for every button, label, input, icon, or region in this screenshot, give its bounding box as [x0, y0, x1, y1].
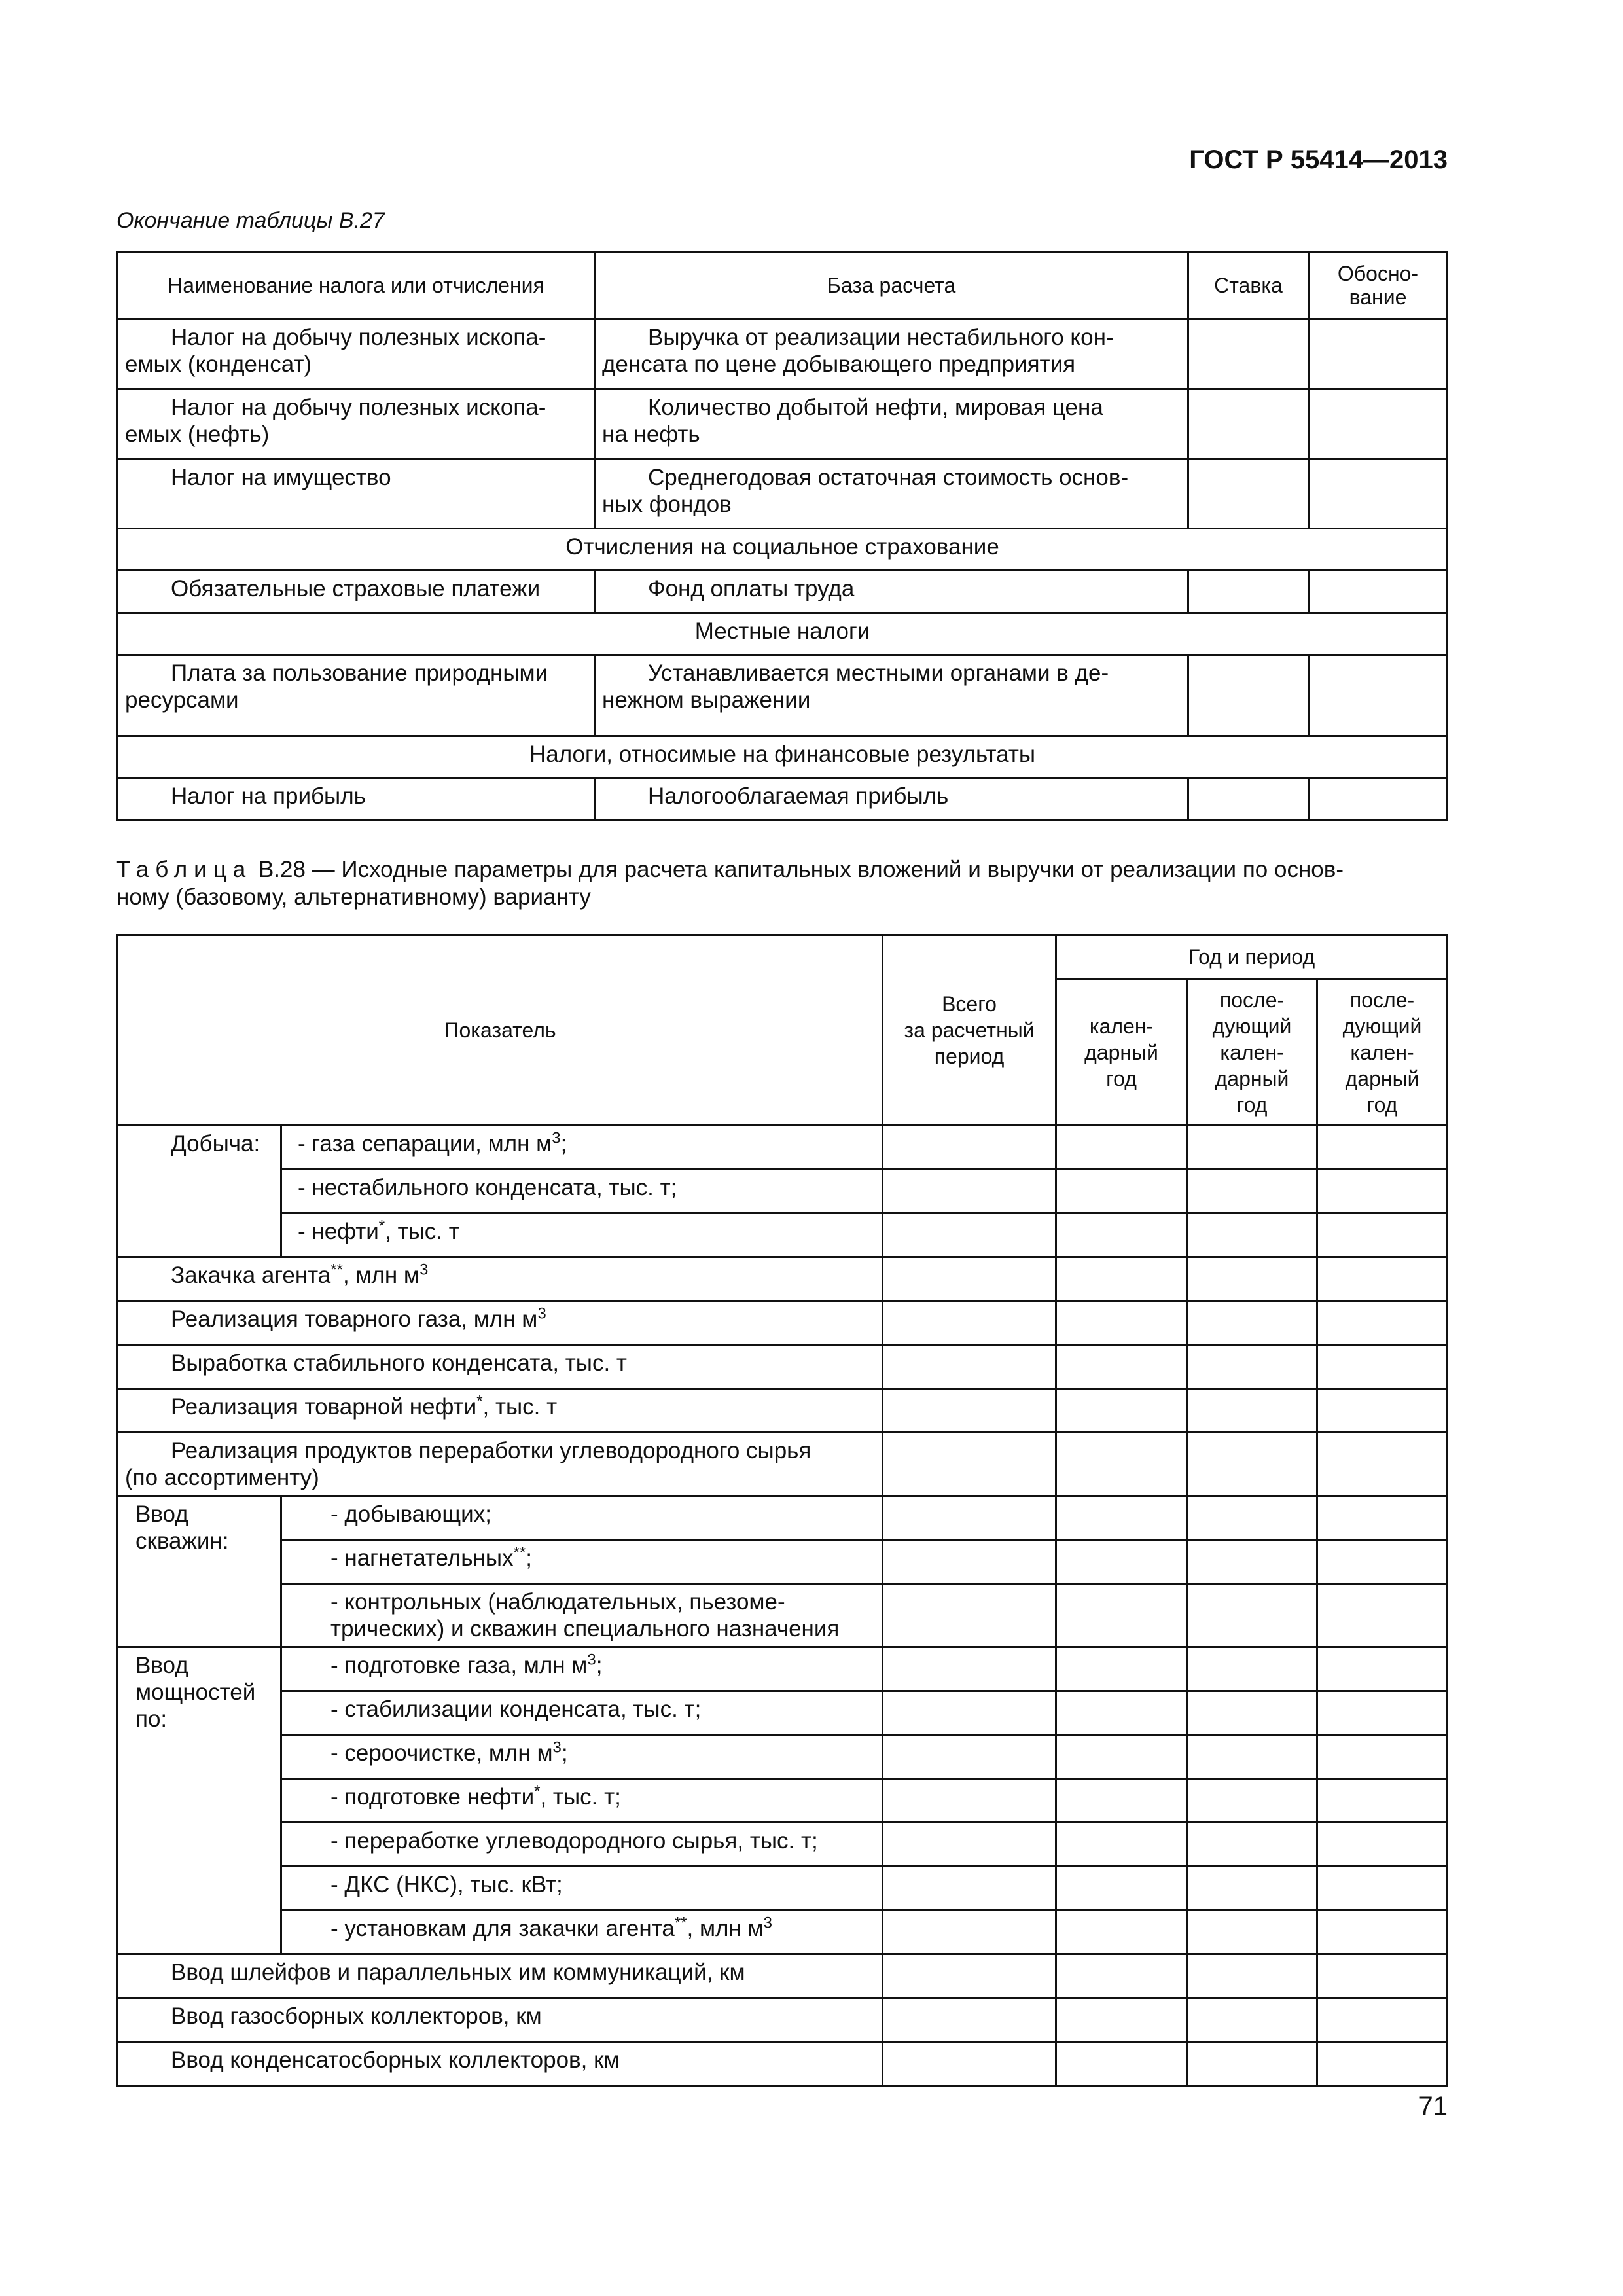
- empty-cell: [1056, 1691, 1187, 1735]
- text: - газа сепарации, млн м: [298, 1131, 552, 1157]
- section-heading: Налоги, относимые на финансовые результаты: [118, 736, 1448, 778]
- empty-cell: [1056, 1823, 1187, 1867]
- sup: **: [513, 1543, 526, 1562]
- empty-cell: [1309, 319, 1448, 389]
- empty-cell: [883, 1496, 1056, 1540]
- empty-cell: [1056, 1735, 1187, 1779]
- empty-cell: [1188, 571, 1309, 613]
- empty-cell: [1317, 1257, 1448, 1301]
- empty-cell: [883, 1823, 1056, 1867]
- row-label: - ДКС (НКС), тыс. кВт;: [281, 1867, 883, 1910]
- header-justification: Обосно- вание: [1309, 252, 1448, 319]
- empty-cell: [1056, 1779, 1187, 1823]
- sup: 3: [763, 1914, 772, 1932]
- row-label: [118, 1301, 883, 1345]
- tax-base: Выручка от реализации нестабильного кон- денсата по цене добывающего предприятия: [595, 319, 1188, 389]
- empty-cell: [1188, 319, 1309, 389]
- text: , млн м: [687, 1916, 764, 1941]
- empty-cell: [883, 1584, 1056, 1647]
- row-group-label: Добыча:: [118, 1126, 281, 1257]
- table-caption: [116, 856, 1446, 911]
- tax-base: Устанавливается местными органами в де- нежном выражении: [595, 655, 1188, 736]
- empty-cell: [1056, 1540, 1187, 1584]
- empty-cell: [1317, 1345, 1448, 1389]
- row-group-label: [118, 1496, 281, 1647]
- empty-cell: [1188, 778, 1309, 821]
- empty-cell: [1187, 1301, 1317, 1345]
- header-rate: Ставка: [1188, 252, 1309, 319]
- row-label: [281, 1540, 883, 1584]
- empty-cell: [1317, 1954, 1448, 1998]
- header-calendar-year: кален- дарный год: [1056, 979, 1187, 1126]
- empty-cell: [1187, 1779, 1317, 1823]
- empty-cell: [1187, 1257, 1317, 1301]
- empty-cell: [1317, 1735, 1448, 1779]
- empty-cell: [1056, 1345, 1187, 1389]
- empty-cell: [1317, 1998, 1448, 2042]
- empty-cell: [1056, 1170, 1187, 1213]
- empty-cell: [1187, 1584, 1317, 1647]
- empty-cell: [883, 1389, 1056, 1433]
- empty-cell: [1187, 1867, 1317, 1910]
- row-label: - стабилизации конденсата, тыс. т;: [281, 1691, 883, 1735]
- empty-cell: [1187, 1389, 1317, 1433]
- row-label: Ввод конденсатосборных коллекторов, км: [118, 2042, 883, 2086]
- empty-cell: [1056, 1910, 1187, 1954]
- empty-cell: [883, 1910, 1056, 1954]
- row-label: [281, 1126, 883, 1170]
- sup: *: [476, 1392, 483, 1410]
- row-label: [281, 1779, 883, 1823]
- empty-cell: [1056, 1433, 1187, 1496]
- empty-cell: [1056, 1389, 1187, 1433]
- empty-cell: [883, 2042, 1056, 2086]
- sup: **: [674, 1914, 687, 1932]
- sup: 3: [587, 1651, 596, 1669]
- empty-cell: [1056, 1867, 1187, 1910]
- sup: 3: [537, 1304, 546, 1323]
- tax-name: Налог на имущество: [118, 459, 595, 529]
- row-label: [281, 1647, 883, 1691]
- empty-cell: [1056, 1496, 1187, 1540]
- sup: 3: [552, 1129, 561, 1147]
- row-label: Реализация продуктов переработки углеводородного сырья (по ассортименту): [118, 1433, 883, 1496]
- empty-cell: [1187, 1823, 1317, 1867]
- empty-cell: [1317, 1867, 1448, 1910]
- empty-cell: [883, 1867, 1056, 1910]
- header-year-period: Год и период: [1056, 935, 1448, 979]
- empty-cell: [1187, 1170, 1317, 1213]
- tax-name: Обязательные страховые платежи: [118, 571, 595, 613]
- empty-cell: [1317, 1170, 1448, 1213]
- empty-cell: [1187, 1691, 1317, 1735]
- empty-cell: [1317, 1213, 1448, 1257]
- empty-cell: [883, 1998, 1056, 2042]
- row-label: Выработка стабильного конденсата, тыс. т: [118, 1345, 883, 1389]
- tax-base: Количество добытой нефти, мировая цена на нефть: [595, 389, 1188, 459]
- sup: 3: [419, 1261, 429, 1279]
- text: ;: [526, 1545, 532, 1571]
- row-label: [281, 1735, 883, 1779]
- empty-cell: [883, 1126, 1056, 1170]
- text: ;: [561, 1740, 568, 1766]
- tax-table: [116, 251, 1448, 821]
- empty-cell: [1317, 1540, 1448, 1584]
- empty-cell: [1309, 389, 1448, 459]
- empty-cell: [1056, 1954, 1187, 1998]
- empty-cell: [1056, 1126, 1187, 1170]
- section-heading: Местные налоги: [118, 613, 1448, 655]
- empty-cell: [1056, 1647, 1187, 1691]
- text: , тыс. т: [482, 1394, 558, 1420]
- sup: 3: [552, 1738, 562, 1757]
- text: Реализация товарного газа, млн м: [171, 1306, 538, 1332]
- empty-cell: [1317, 1389, 1448, 1433]
- header-base: База расчета: [595, 252, 1188, 319]
- table-title: В.28 — Исходные параметры для расчета капитальных вложений и выручки от реализации по основ- ному (базовому, альтернативному) варианту: [116, 857, 1344, 910]
- sup: *: [534, 1782, 541, 1801]
- empty-cell: [1056, 2042, 1187, 2086]
- empty-cell: [1309, 655, 1448, 736]
- empty-cell: [1056, 1998, 1187, 2042]
- empty-cell: [883, 1691, 1056, 1735]
- parameters-table: [116, 934, 1448, 2087]
- empty-cell: [883, 1301, 1056, 1345]
- empty-cell: [1187, 2042, 1317, 2086]
- row-label: [281, 1213, 883, 1257]
- row-label: [281, 1910, 883, 1954]
- empty-cell: [883, 1647, 1056, 1691]
- empty-cell: [1187, 1126, 1317, 1170]
- header-next-year: после- дующий кален- дарный год: [1187, 979, 1317, 1126]
- row-label: - добывающих;: [281, 1496, 883, 1540]
- text: - установкам для закачки агента: [330, 1916, 675, 1941]
- empty-cell: [1187, 1998, 1317, 2042]
- empty-cell: [1309, 778, 1448, 821]
- empty-cell: [1317, 1823, 1448, 1867]
- tax-base: Фонд оплаты труда: [595, 571, 1188, 613]
- empty-cell: [1317, 1496, 1448, 1540]
- empty-cell: [1309, 459, 1448, 529]
- empty-cell: [1188, 655, 1309, 736]
- text: ;: [560, 1131, 567, 1157]
- page-number: 71: [1418, 2092, 1448, 2121]
- text: Ввод скважин:: [135, 1501, 229, 1554]
- empty-cell: [883, 1433, 1056, 1496]
- empty-cell: [1317, 1584, 1448, 1647]
- empty-cell: [883, 1345, 1056, 1389]
- empty-cell: [1317, 1647, 1448, 1691]
- table-label: Таблица: [116, 857, 253, 882]
- tax-base: Среднегодовая остаточная стоимость основ- ных фондов: [595, 459, 1188, 529]
- table-caption-continuation: Окончание таблицы В.27: [116, 208, 385, 233]
- empty-cell: [1317, 1433, 1448, 1496]
- tax-base: Налогооблагаемая прибыль: [595, 778, 1188, 821]
- empty-cell: [1188, 459, 1309, 529]
- empty-cell: [1187, 1540, 1317, 1584]
- row-label: Ввод газосборных коллекторов, км: [118, 1998, 883, 2042]
- empty-cell: [1317, 1126, 1448, 1170]
- header-next-year-2: после- дующий кален- дарный год: [1317, 979, 1448, 1126]
- empty-cell: [1317, 1691, 1448, 1735]
- empty-cell: [1056, 1257, 1187, 1301]
- text: - нагнетательных: [330, 1545, 514, 1571]
- row-label: - переработке углеводородного сырья, тыс. т;: [281, 1823, 883, 1867]
- empty-cell: [1056, 1213, 1187, 1257]
- empty-cell: [1187, 1496, 1317, 1540]
- empty-cell: [883, 1257, 1056, 1301]
- text: ;: [596, 1653, 603, 1678]
- sup: **: [330, 1261, 343, 1279]
- tax-name: Налог на прибыль: [118, 778, 595, 821]
- document-header: ГОСТ Р 55414—2013: [1189, 145, 1448, 174]
- row-label: [118, 1389, 883, 1433]
- header-total: Всего за расчетный период: [883, 935, 1056, 1126]
- empty-cell: [1187, 1735, 1317, 1779]
- tax-name: Налог на добычу полезных ископа- емых (конденсат): [118, 319, 595, 389]
- empty-cell: [1056, 1584, 1187, 1647]
- text: Закачка агента: [171, 1263, 331, 1288]
- empty-cell: [883, 1540, 1056, 1584]
- row-label: - контрольных (наблюдательных, пьезоме- трических) и скважин специального назначения: [281, 1584, 883, 1647]
- text: - нефти: [298, 1219, 379, 1244]
- text: , тыс. т;: [540, 1784, 621, 1810]
- text: Реализация товарной нефти: [171, 1394, 477, 1420]
- section-heading: Отчисления на социальное страхование: [118, 529, 1448, 571]
- text: , млн м: [342, 1263, 419, 1288]
- empty-cell: [1187, 1213, 1317, 1257]
- tax-name: Плата за пользование природными ресурсами: [118, 655, 595, 736]
- sup: *: [378, 1217, 385, 1235]
- empty-cell: [883, 1954, 1056, 1998]
- empty-cell: [1187, 1647, 1317, 1691]
- empty-cell: [1187, 1433, 1317, 1496]
- empty-cell: [1056, 1301, 1187, 1345]
- empty-cell: [883, 1170, 1056, 1213]
- empty-cell: [1309, 571, 1448, 613]
- row-label: Ввод шлейфов и параллельных им коммуникаций, км: [118, 1954, 883, 1998]
- row-label: - нестабильного конденсата, тыс. т;: [281, 1170, 883, 1213]
- empty-cell: [1317, 1910, 1448, 1954]
- empty-cell: [883, 1213, 1056, 1257]
- row-label: [118, 1257, 883, 1301]
- empty-cell: [1317, 1779, 1448, 1823]
- empty-cell: [1187, 1345, 1317, 1389]
- empty-cell: [1317, 2042, 1448, 2086]
- empty-cell: [883, 1779, 1056, 1823]
- empty-cell: [1317, 1301, 1448, 1345]
- tax-name: Налог на добычу полезных ископа- емых (нефть): [118, 389, 595, 459]
- text: - подготовке нефти: [330, 1784, 535, 1810]
- empty-cell: [883, 1735, 1056, 1779]
- text: , тыс. т: [385, 1219, 459, 1244]
- header-indicator: Показатель: [118, 935, 883, 1126]
- header-tax-name: Наименование налога или отчисления: [118, 252, 595, 319]
- empty-cell: [1187, 1954, 1317, 1998]
- text: - сероочистке, млн м: [330, 1740, 553, 1766]
- empty-cell: [1187, 1910, 1317, 1954]
- empty-cell: [1188, 389, 1309, 459]
- row-group-label: Ввод мощностей по:: [118, 1647, 281, 1954]
- text: - подготовке газа, млн м: [330, 1653, 588, 1678]
